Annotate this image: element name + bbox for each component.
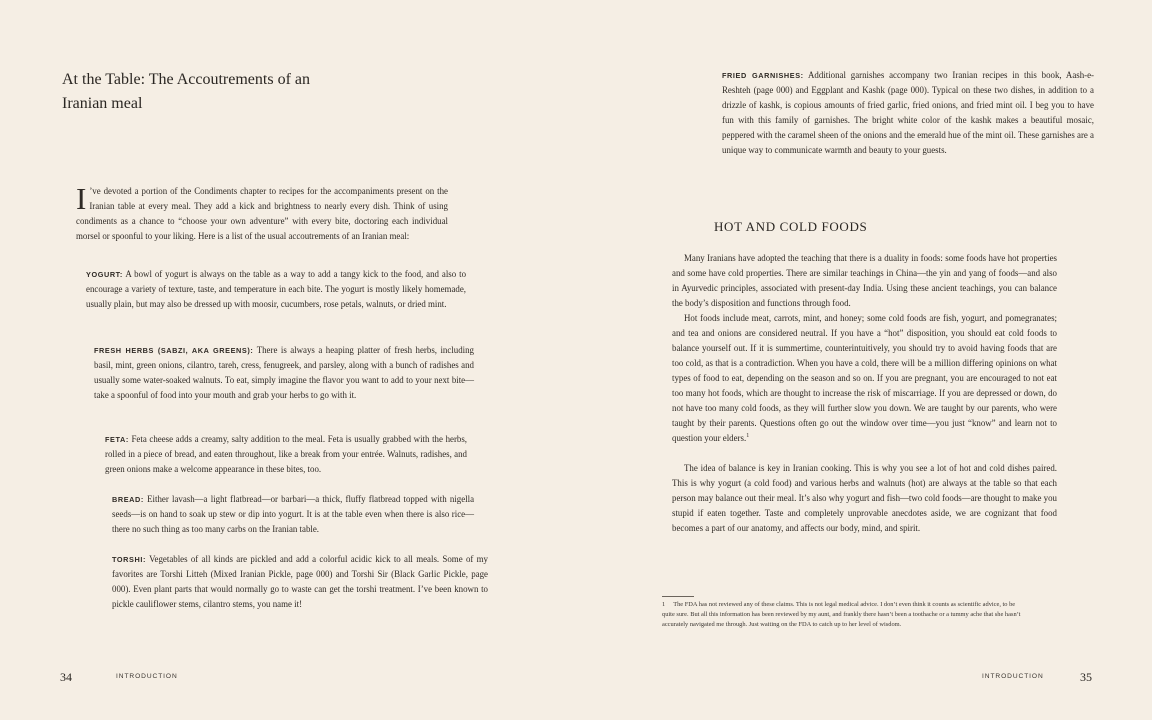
entry-feta (105, 432, 467, 477)
drop-cap: I (76, 181, 87, 216)
entry-text: Vegetables of all kinds are pickled and add a colorful acidic kick to all meals. Some of my favorites are Torshi Litteh (Mixed Iranian Pickle, page 000) and Torshi Sir (Black Garlic Pickle, page 000). Even plant parts that would normally go to waste can get the torshi treatment. I’ve been known to pickle cauliflower stems, cilantro stems, you name it! (112, 554, 488, 609)
entry-text: A bowl of yogurt is always on the table as a way to add a tangy kick to the food, and also to encourage a variety of texture, taste, and temperature in each bite. The yogurt is mostly likely homemade, usually plain, but may also be dressed up with moosir, cucumbers, rose petals, walnuts, or dried mint. (86, 269, 467, 309)
entry-term: FRIED GARNISHES: (722, 71, 804, 80)
paragraph-hot-foods (672, 311, 1057, 446)
entry-term: YOGURT: (86, 270, 123, 279)
footnote-number: 1 (662, 601, 666, 608)
paragraph-text: Hot foods include meat, carrots, mint, and honey; some cold foods are fish, yogurt, and pomegranates; and tea and onions are considered neutral. If you have a “hot” disposition, you should eat cold foods to balance yourself out. If it is summertime, counterintuitively, you should try to avoid having foods that are too cold, as that is a contradiction. When you have a cold, there will be a million differing opinions on what types of food to eat, depending on the season and so on. If you are pregnant, you are encouraged to not eat too many hot foods, which are thought to increase the risk of miscarriage. If you are depressed or down, do not have too many cold foods, as they will further slow you down. We are taught by our parents, who were taught by their parents. Questions often go out the window over time—you just “know” and learn not to question your elders. (672, 313, 1057, 443)
entry-torshi (112, 552, 488, 612)
entry-text: Either lavash—a light flatbread—or barbari—a thick, fluffy flatbread topped with nigella seeds—is on hand to soak up stew or dip into yogurt. It is at the table even when there is also rice—there no such thing as too many carbs on the Iranian table. (112, 494, 475, 534)
entry-yogurt (86, 267, 466, 312)
footnote-marker: 1 (746, 433, 750, 440)
entry-term: FRESH HERBS (SABZI, AKA GREENS): (94, 346, 254, 355)
entry-term: TORSHI: (112, 555, 146, 564)
running-head: INTRODUCTION (982, 673, 1044, 680)
entry-term: BREAD: (112, 495, 144, 504)
paragraph-duality: Many Iranians have adopted the teaching that there is a duality in foods: some foods have hot properties and some have cold properties. There are similar teachings in China—the yin and yang of foods—and also in Ayurvedic principles, associated with present-day India. Using these ancient teachings, you can balance the body’s disposition and functions through food. (672, 253, 1057, 308)
chapter-title: At the Table: The Accoutrements of an Iranian meal (62, 71, 310, 112)
footnote (662, 600, 1027, 630)
entry-text: Additional garnishes accompany two Iranian recipes in this book, Aash-e-Reshteh (page 000) and Eggplant and Kashk (page 000). Typical on these two dishes, in addition to a drizzle of kashk, is copious amounts of fried garlic, fried onions, and fried mint oil. I beg you to have fun with this family of garnishes. The bright white color of the kashk makes a beautiful mosaic, peppered with the caramel sheen of the onions and the emerald hue of the mint oil. These garnishes are a unique way to communicate warmth and beauty to your guests. (722, 70, 1095, 155)
entry-fresh-herbs (94, 343, 474, 403)
entry-term: FETA: (105, 435, 129, 444)
entry-text: There is always a heaping platter of fresh herbs, including basil, mint, green onions, cilantro, tareh, cress, fenugreek, and parsley, along with a bunch of radishes and usually some water-soaked walnuts. To eat, simply imagine the flavor you want to add to your next bite—take a spoonful of food into your mouth and grab your herbs to go with it. (94, 345, 474, 400)
intro-paragraph (76, 181, 448, 244)
footnote-text: The FDA has not reviewed any of these claims. This is not legal medical advice. I don’t even think it counts as scientific advice, to be quite sure. But all this information has been reviewed by my aunt, and frankly there hasn’t been a toothache or a tummy ache that she hasn’t accurately navigated me through. Just waiting on the FDA to catch up to her level of wisdom. (662, 601, 1021, 628)
page-number: 35 (1080, 670, 1092, 684)
intro-text: ’ve devoted a portion of the Condiments chapter to recipes for the accompaniments present on the Iranian table at every meal. They add a kick and brightness to nearly every dish. Think of using condiments as a chance to “choose your own adventure” with every bite, doctoring each individual morsel or spoonful to your liking. Here is a list of the usual accoutrements of an Iranian meal: (76, 186, 448, 241)
right-page (576, 0, 1152, 720)
entry-fried-garnishes (722, 68, 1094, 158)
running-head: INTRODUCTION (116, 673, 178, 680)
entry-text: Feta cheese adds a creamy, salty addition to the meal. Feta is usually grabbed with the herbs, rolled in a piece of bread, and eaten throughout, like a break from your entrée. Walnuts, radishes, and green onions make a welcome appearance in these bites, too. (105, 434, 468, 474)
page-number: 34 (60, 670, 72, 684)
footnote-divider (662, 596, 694, 597)
paragraph-balance: The idea of balance is key in Iranian cooking. This is why you see a lot of hot and cold dishes paired. This is why yogurt (a cold food) and various herbs and walnuts (hot) are always at the table so that each person may balance out their meal. It’s also why yogurt and fish—two cold foods—are thought to make you stupid if eaten together. Taste and completely unprovable anecdotes aside, we are cognizant that food becomes a part of our anatomy, and affects our body, mind, and spirit. (672, 463, 1057, 533)
section-heading: HOT AND COLD FOODS (714, 219, 868, 234)
entry-bread (112, 492, 474, 537)
